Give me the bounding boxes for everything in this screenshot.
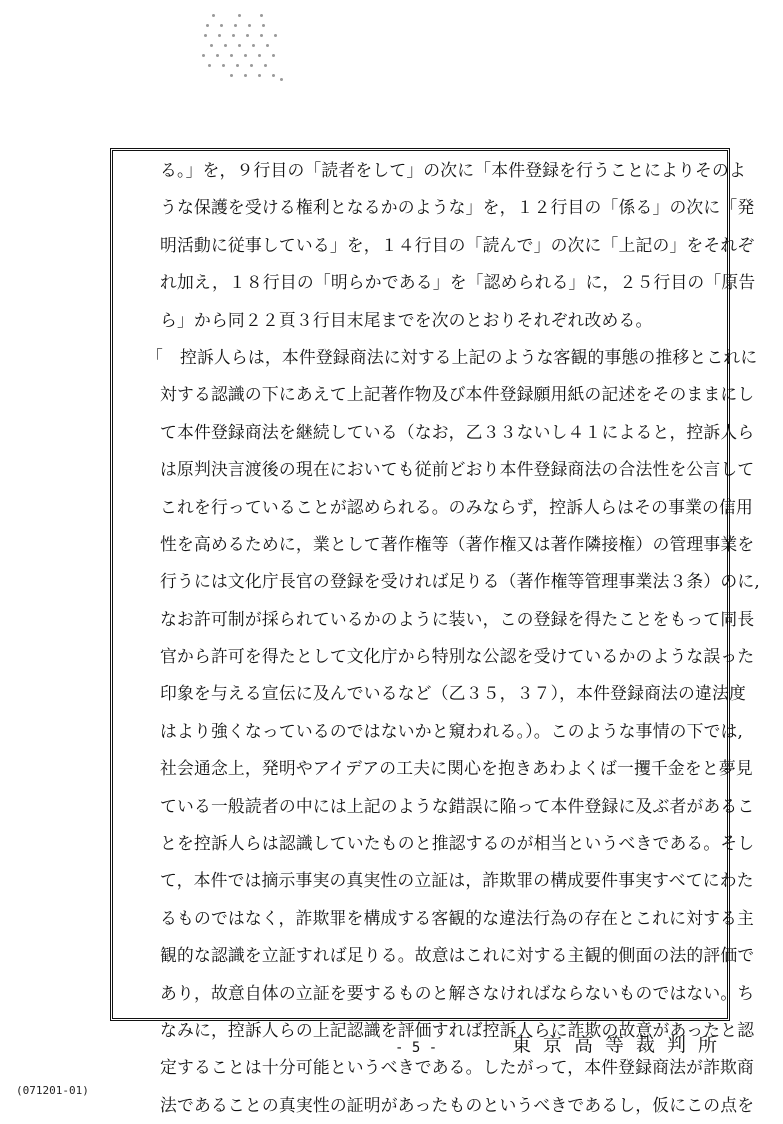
text-line: あり，故意自体の立証を要するものと解さなければならないものではない。ち bbox=[160, 982, 755, 1003]
text-line: 印象を与える宣伝に及んでいるなど（乙３５，３７），本件登録商法の違法度 bbox=[160, 683, 746, 704]
seal-dot bbox=[230, 54, 233, 57]
seal-dot bbox=[262, 24, 265, 27]
seal-dot bbox=[236, 64, 239, 67]
seal-dot bbox=[274, 34, 277, 37]
text-line: はより強くなっているのではないかと窺われる。）。このような事情の下では, bbox=[160, 720, 744, 741]
seal-dot bbox=[258, 54, 261, 57]
text-line: 対する認識の下にあえて上記著作物及び本件登録願用紙の記述をそのままにし bbox=[160, 384, 755, 405]
text-line: て，本件では摘示事実の真実性の立証は，詐欺罪の構成要件事実すべてにわた bbox=[160, 870, 754, 891]
text-line: る。」を，９行目の「読者をして」の次に「本件登録を行うことによりそのよ bbox=[160, 160, 746, 180]
text-line: 定することは十分可能というべきである。したがって，本件登録商法が詐欺商 bbox=[160, 1057, 755, 1078]
seal-stamp-dots bbox=[190, 8, 300, 88]
seal-dot bbox=[244, 74, 247, 77]
text-line: なお許可制が採られているかのように装い，この登録を得たことをもって同長 bbox=[160, 608, 755, 629]
text-line: れ加え，１８行目の「明らかである」を「認められる」に，２５行目の「原告 bbox=[160, 272, 756, 293]
seal-dot bbox=[272, 74, 275, 77]
text-line: ら」から同２２頁３行目末尾までを次のとおりそれぞれ改める。 bbox=[160, 309, 653, 330]
seal-dot bbox=[210, 44, 213, 47]
document-code: (071201-01) bbox=[16, 1084, 89, 1097]
seal-dot bbox=[222, 64, 225, 67]
seal-dot bbox=[238, 44, 241, 47]
seal-dot bbox=[218, 34, 221, 37]
seal-dot bbox=[258, 74, 261, 77]
seal-dot bbox=[220, 24, 223, 27]
text-line: 官から許可を得たとして文化庁から特別な公認を受けているかのような誤った bbox=[160, 646, 755, 667]
seal-dot bbox=[280, 78, 283, 81]
text-line: とを控訴人らは認識していたものと推認するのが相当というべきである。そし bbox=[160, 833, 755, 854]
seal-dot bbox=[238, 14, 241, 17]
text-line: 明活動に従事している」を，１４行目の「読んで」の次に「上記の」をそれぞ bbox=[160, 234, 755, 255]
seal-dot bbox=[250, 64, 253, 67]
seal-dot bbox=[272, 54, 275, 57]
seal-dot bbox=[248, 24, 251, 27]
text-line: なみに，控訴人らの上記認識を評価すれば控訴人らに詐欺の故意があったと認 bbox=[160, 1019, 755, 1040]
seal-dot bbox=[204, 34, 207, 37]
text-line: ている一般読者の中には上記のような錯誤に陥って本件登録に及ぶ者があるこ bbox=[160, 795, 755, 816]
text-line: 観的な認識を立証すれば足りる。故意はこれに対する主観的側面の法的評価で bbox=[160, 945, 755, 966]
court-name: 東京高等裁判所 bbox=[512, 1034, 730, 1056]
seal-dot bbox=[252, 44, 255, 47]
text-line: は原判決言渡後の現在においても従前どおり本件登録商法の合法性を公言して bbox=[160, 459, 755, 480]
text-line: うな保護を受ける権利となるかのような」を，１２行目の「係る」の次に「発 bbox=[160, 197, 755, 218]
seal-dot bbox=[260, 14, 263, 17]
text-line: 行うには文化庁長官の登録を受ければ足りる（著作権等管理事業法３条）のに, bbox=[160, 571, 760, 592]
seal-dot bbox=[234, 24, 237, 27]
seal-dot bbox=[246, 34, 249, 37]
seal-dot bbox=[260, 34, 263, 37]
text-line: るものではなく，詐欺罪を構成する客観的な違法行為の存在とこれに対する主 bbox=[160, 907, 755, 928]
seal-dot bbox=[212, 14, 215, 17]
seal-dot bbox=[208, 64, 211, 67]
page-number: - 5 - bbox=[395, 1040, 438, 1056]
seal-dot bbox=[244, 54, 247, 57]
text-line: 「 控訴人らは，本件登録商法に対する上記のような客観的事態の推移とこれに bbox=[146, 346, 758, 367]
seal-dot bbox=[266, 44, 269, 47]
seal-dot bbox=[202, 54, 205, 57]
document-body bbox=[146, 152, 760, 1124]
text-line: これを行っていることが認められる。のみならず，控訴人らはその事業の信用 bbox=[160, 496, 754, 517]
text-line: 性を高めるために，業として著作権等（著作権又は著作隣接権）の管理事業を bbox=[160, 533, 755, 554]
seal-dot bbox=[230, 74, 233, 77]
text-line: 法であることの真実性の証明があったものというべきであるし，仮にこの点を bbox=[160, 1094, 755, 1115]
text-line: 社会通念上，発明やアイデアの工夫に関心を抱きあわよくば一攫千金をと夢見 bbox=[160, 758, 753, 779]
seal-dot bbox=[264, 64, 267, 67]
seal-dot bbox=[216, 54, 219, 57]
seal-dot bbox=[232, 34, 235, 37]
text-line: て本件登録商法を継続している（なお，乙３３ないし４１によると，控訴人ら bbox=[160, 421, 755, 442]
seal-dot bbox=[224, 44, 227, 47]
seal-dot bbox=[206, 24, 209, 27]
